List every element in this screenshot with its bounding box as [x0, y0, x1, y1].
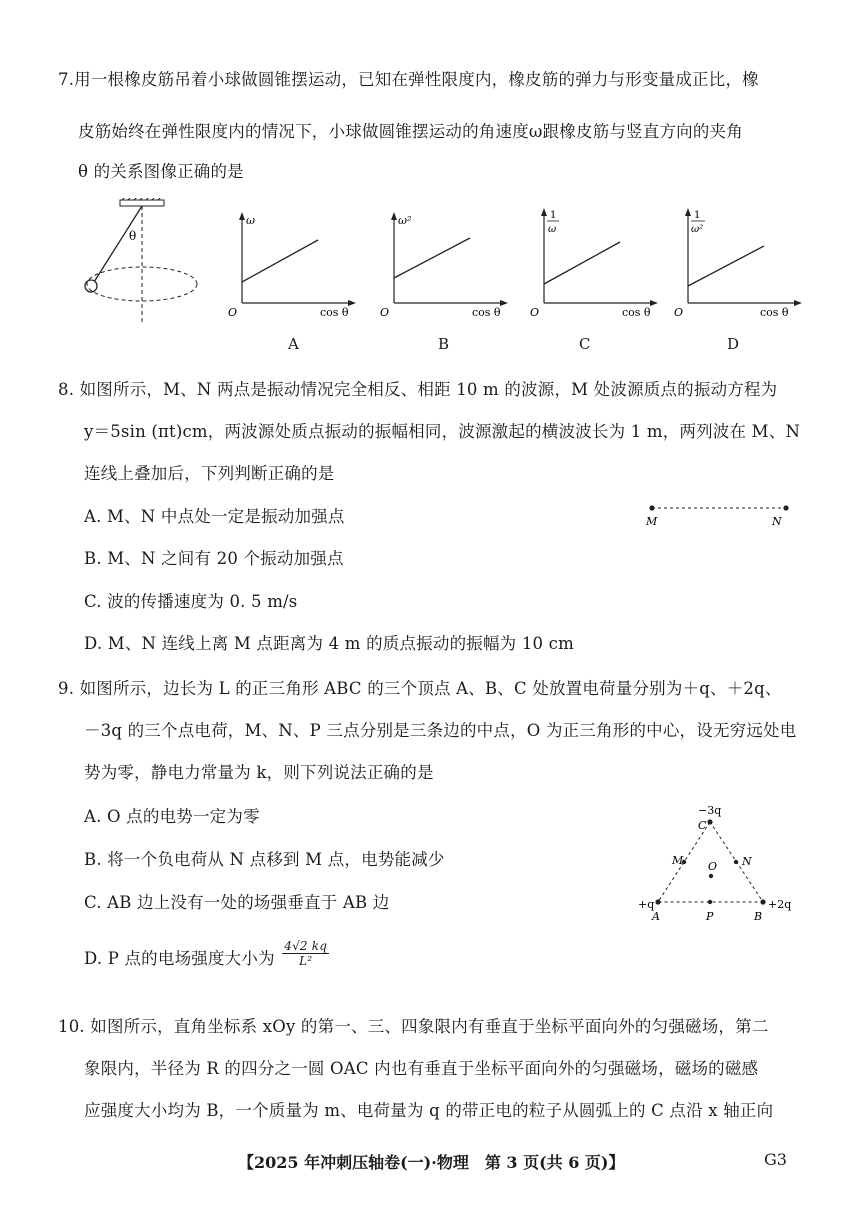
graph-d-origin: O — [674, 306, 684, 319]
graph-a-origin: O — [228, 306, 238, 319]
q8-option-c: C. 波的传播速度为 0. 5 m/s — [84, 592, 298, 611]
graph-b-xlabel: cos θ — [472, 306, 501, 319]
graph-d-xlabel: cos θ — [760, 306, 789, 319]
graph-a — [226, 208, 361, 323]
q7-line-2: 皮筋始终在弹性限度内的情况下，小球做圆锥摆运动的角速度ω跟橡皮筋与竖直方向的夹角 — [78, 122, 743, 141]
graph-c — [528, 204, 663, 323]
q8-line-2: y＝5sin (πt)cm，两波源处质点振动的振幅相同，波源激起的横波波长为 1 m，两列波在 M、N — [84, 422, 801, 441]
vertex-c-label: C — [698, 819, 707, 832]
graph-d-ylabel-den: ω² — [691, 224, 704, 235]
q9-option-b: B. 将一个负电荷从 N 点移到 M 点，电势能减少 — [84, 850, 445, 869]
charge-b-label: +2q — [768, 898, 792, 911]
graph-d — [672, 204, 807, 323]
conical-pendulum-figure — [80, 198, 210, 328]
charge-c-label: −3q — [698, 806, 722, 817]
q9-option-d-prefix: D. P 点的电场强度大小为 — [84, 949, 275, 968]
graph-c-ylabel-num: 1 — [550, 210, 557, 221]
q8-line-3: 连线上叠加后，下列判断正确的是 — [84, 464, 335, 483]
graph-b — [378, 208, 513, 323]
charge-a-label: +q — [638, 898, 655, 911]
midpoint-m-label: M — [672, 854, 684, 867]
q8-option-d: D. M、N 连线上离 M 点距离为 4 m 的质点振动的振幅为 10 cm — [84, 634, 574, 653]
graph-c-option: C — [579, 335, 591, 353]
q10-line-3: 应强度大小均为 B，一个质量为 m、电荷量为 q 的带正电的粒子从圆弧上的 C 点沿 x 轴正向 — [84, 1101, 774, 1120]
q7-line-3: θ 的关系图像正确的是 — [78, 162, 244, 181]
graph-a-option: A — [288, 335, 300, 353]
vertex-a-label: A — [652, 910, 660, 923]
page-footer: 【2025 年冲刺压轴卷(一)·物理 第 3 页(共 6 页)】 — [238, 1153, 625, 1172]
midpoint-n-label: N — [742, 855, 752, 868]
graph-d-ylabel-num: 1 — [694, 210, 701, 221]
graph-a-xlabel: cos θ — [320, 306, 349, 319]
graph-b-ylabel: ω² — [398, 214, 412, 227]
q9-option-c: C. AB 边上没有一处的场强垂直于 AB 边 — [84, 893, 390, 912]
q8-option-b: B. M、N 之间有 20 个振动加强点 — [84, 549, 344, 568]
q9-option-d-denominator: L² — [299, 954, 313, 968]
q9-option-d — [84, 939, 329, 974]
paper-code: G3 — [764, 1150, 787, 1169]
q9-line-1: 9. 如图所示，边长为 L 的正三角形 ABC 的三个顶点 A、B、C 处放置电荷量分别为＋q、＋2q、 — [58, 679, 782, 698]
graph-c-xlabel: cos θ — [622, 306, 651, 319]
graph-c-origin: O — [530, 306, 540, 319]
q9-option-d-fraction — [282, 939, 329, 968]
graph-b-origin: O — [380, 306, 390, 319]
graph-a-ylabel: ω — [246, 214, 255, 227]
center-o-label: O — [708, 860, 718, 873]
q9-line-3: 势为零，静电力常量为 k，则下列说法正确的是 — [84, 763, 434, 782]
point-m-label: M — [646, 515, 658, 528]
graph-d-option: D — [727, 335, 740, 353]
q8-option-a: A. M、N 中点处一定是振动加强点 — [84, 507, 345, 526]
midpoint-p-label: P — [706, 910, 714, 923]
q9-option-d-numerator: 4√2 kq — [284, 939, 328, 953]
vertex-b-label: B — [754, 910, 763, 923]
graph-c-ylabel-den: ω — [548, 224, 557, 235]
q7-line-1: 7.用一根橡皮筋吊着小球做圆锥摆运动，已知在弹性限度内，橡皮筋的弹力与形变量成正比，橡 — [58, 70, 759, 89]
triangle-charge-figure — [636, 806, 796, 930]
mn-segment-figure — [640, 500, 800, 530]
q9-option-a: A. O 点的电势一定为零 — [84, 807, 260, 826]
graph-b-option: B — [438, 335, 450, 353]
point-n-label: N — [772, 515, 782, 528]
q10-line-1: 10. 如图所示，直角坐标系 xOy 的第一、三、四象限内有垂直于坐标平面向外的匀强磁场，第二 — [58, 1017, 769, 1036]
q10-line-2: 象限内，半径为 R 的四分之一圆 OAC 内也有垂直于坐标平面向外的匀强磁场，磁场的磁感 — [84, 1059, 759, 1078]
q8-line-1: 8. 如图所示，M、N 两点是振动情况完全相反、相距 10 m 的波源，M 处波源质点的振动方程为 — [58, 380, 778, 399]
q9-line-2: －3q 的三个点电荷，M、N、P 三点分别是三条边的中点，O 为正三角形的中心，设无穷远处电 — [84, 721, 797, 740]
theta-label: θ — [129, 229, 137, 243]
